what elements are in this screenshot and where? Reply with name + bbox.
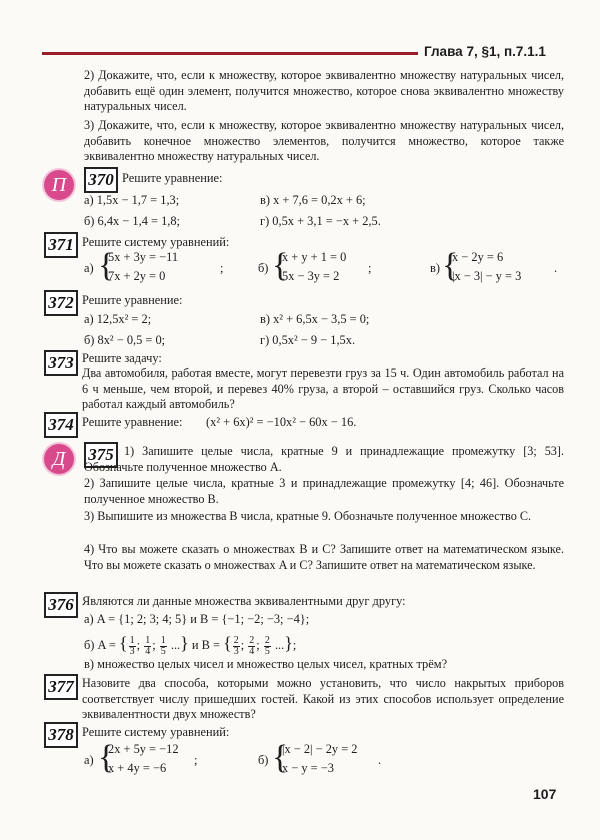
brace: { bbox=[98, 739, 115, 776]
system-row: 7x + 2y = 0 bbox=[108, 269, 166, 283]
system-row: x − y = −3 bbox=[282, 761, 334, 775]
exercise-374-task: Решите уравнение: bbox=[82, 415, 183, 429]
exercise-370-b: б) 6,4x − 1,4 = 1,8; bbox=[84, 214, 180, 228]
exercise-373-task: Решите задачу: bbox=[82, 351, 162, 365]
system-row: x + 4y = −6 bbox=[108, 761, 167, 775]
exercise-376-b: б) A = { $\frac{1}{3}$ ; $\frac{1}{4}$ ; $\frac{1}{5}$ ...} и B = { $\frac{2}{3}$ ; $\frac{2}{4}$ ; $\frac{2}{5}$ ...}; bbox=[84, 633, 297, 657]
exercise-number-372: 372 bbox=[44, 290, 78, 316]
exercise-372-a: а) 12,5x² = 2; bbox=[84, 312, 152, 326]
system-378-b bbox=[258, 739, 408, 778]
exercise-370-a: а) 1,5x − 1,7 = 1,3; bbox=[84, 193, 180, 207]
header-rule bbox=[42, 52, 418, 55]
badge-p-icon: П bbox=[44, 170, 74, 200]
system-row: |x − 3| − y = 3 bbox=[452, 269, 522, 283]
fraction: $\frac{1}{5}$ bbox=[160, 634, 166, 657]
exercise-number-378: 378 bbox=[44, 722, 78, 748]
system-label: в) bbox=[430, 261, 440, 275]
exercise-375-item-4: 4) Что вы можете сказать о множествах B и C? Запишите ответ на математическом языке. Что вы можете сказать о множествах A и C? Запишите ответ на математическом языке. bbox=[84, 542, 564, 572]
system-label: б) bbox=[258, 261, 269, 275]
exercise-375-item-3: 3) Выпишите из множества B числа, кратные 9. Обозначьте полученное множество C. bbox=[84, 509, 532, 523]
exercise-372-g: г) 0,5x² − 9 − 1,5x. bbox=[260, 333, 356, 347]
exercise-number-374: 374 bbox=[44, 412, 78, 438]
set-b-label: и B = bbox=[191, 638, 220, 652]
fraction: $\frac{2}{5}$ bbox=[264, 634, 270, 657]
exercise-number-376: 376 bbox=[44, 592, 78, 618]
system-row: 5x − 3y = 2 bbox=[282, 269, 340, 283]
chapter-header: Глава 7, §1, п.7.1.1 bbox=[424, 44, 546, 59]
set-a-label: б) A = bbox=[84, 638, 116, 652]
exercise-number-370: 370 bbox=[84, 167, 118, 193]
brace: { bbox=[272, 739, 289, 776]
exercise-number-375: 375 bbox=[84, 442, 118, 468]
exercise-373-text: Два автомобиля, работая вместе, могут перевезти груз за 15 ч. Один автомобиль работал на 6 ч меньше, чем второй, и перевез 40% груза, а второй – оставшийся груз. Сколько часов работал каждый автомобиль? bbox=[82, 366, 564, 411]
exercise-number-371: 371 bbox=[44, 232, 78, 258]
system-label: а) bbox=[84, 753, 94, 767]
brace: { bbox=[442, 247, 459, 284]
system-371-v bbox=[430, 247, 560, 286]
system-371-a bbox=[84, 247, 234, 286]
exercise-372-v: в) x² + 6,5x − 3,5 = 0; bbox=[260, 312, 370, 326]
system-row: 5x + 3y = −11 bbox=[108, 250, 179, 264]
exercise-376-task: Являются ли данные множества эквивалентными друг другу: bbox=[82, 594, 406, 608]
exercise-371-task: Решите систему уравнений: bbox=[82, 235, 230, 249]
page-number: 107 bbox=[533, 786, 557, 802]
exercise-376-v: в) множество целых чисел и множество целых чисел, кратных трём? bbox=[84, 657, 448, 671]
fraction: $\frac{2}{4}$ bbox=[249, 634, 255, 657]
exercise-370-v: в) x + 7,6 = 0,2x + 6; bbox=[260, 193, 366, 207]
exercise-377-text: Назовите два способа, которыми можно установить, что число накрытых приборов соответствует числу пришедших гостей. Какой из этих способов использует определение эквивалентности двух множеств? bbox=[82, 676, 564, 721]
system-row: x − 2y = 6 bbox=[452, 250, 504, 264]
exercise-372-b: б) 8x² − 0,5 = 0; bbox=[84, 333, 166, 347]
exercise-376-a: а) A = {1; 2; 3; 4; 5} и B = {−1; −2; −3; −4}; bbox=[84, 612, 310, 626]
fraction: $\frac{2}{3}$ bbox=[233, 634, 239, 657]
system-378-a bbox=[84, 739, 234, 778]
exercise-374-eq: (x² + 6x)² = −10x² − 60x − 16. bbox=[206, 415, 357, 429]
intro-item-2: 2) Докажите, что, если к множеству, которое эквивалентно множеству натуральных чисел, добавить ещё один элемент, получится множество, которое снова эквивалентно множеству натуральных чисел. bbox=[84, 68, 564, 113]
intro-item-3: 3) Докажите, что, если к множеству, которое эквивалентно множеству натуральных чисел, добавить конечное множество элементов, получится множество, которое также эквивалентно множеству натуральных чисел. bbox=[84, 118, 564, 163]
exercise-370-task: Решите уравнение: bbox=[122, 171, 223, 185]
exercise-378-task: Решите систему уравнений: bbox=[82, 725, 230, 739]
brace: { bbox=[98, 247, 115, 284]
exercise-number-377: 377 bbox=[44, 674, 78, 700]
system-row: |x − 2| − 2y = 2 bbox=[282, 742, 358, 756]
system-end: . bbox=[378, 753, 382, 767]
badge-d-icon: Д bbox=[44, 444, 74, 474]
fraction: $\frac{1}{4}$ bbox=[145, 634, 151, 657]
exercise-number-373: 373 bbox=[44, 350, 78, 376]
fraction: $\frac{1}{3}$ bbox=[129, 634, 135, 657]
system-end: ; bbox=[220, 261, 224, 275]
exercise-372-task: Решите уравнение: bbox=[82, 293, 183, 307]
system-end: ; bbox=[368, 261, 372, 275]
system-label: б) bbox=[258, 753, 269, 767]
system-row: x + y + 1 = 0 bbox=[282, 250, 347, 264]
system-row: 2x + 5y = −12 bbox=[108, 742, 179, 756]
system-label: а) bbox=[84, 261, 94, 275]
exercise-370-g: г) 0,5x + 3,1 = −x + 2,5. bbox=[260, 214, 381, 228]
system-end: . bbox=[554, 261, 558, 275]
exercise-375-item-2: 2) Запишите целые числа, кратные 3 и принадлежащие промежутку [4; 46]. Обозначьте полученное множество B. bbox=[84, 476, 564, 506]
brace: { bbox=[272, 247, 289, 284]
exercise-375-item-1: 1) Запишите целые числа, кратные 9 и принадлежащие промежутку [3; 53]. Обозначьте полученное множество A. bbox=[84, 444, 564, 474]
system-end: ; bbox=[194, 753, 198, 767]
system-371-b bbox=[258, 247, 378, 286]
